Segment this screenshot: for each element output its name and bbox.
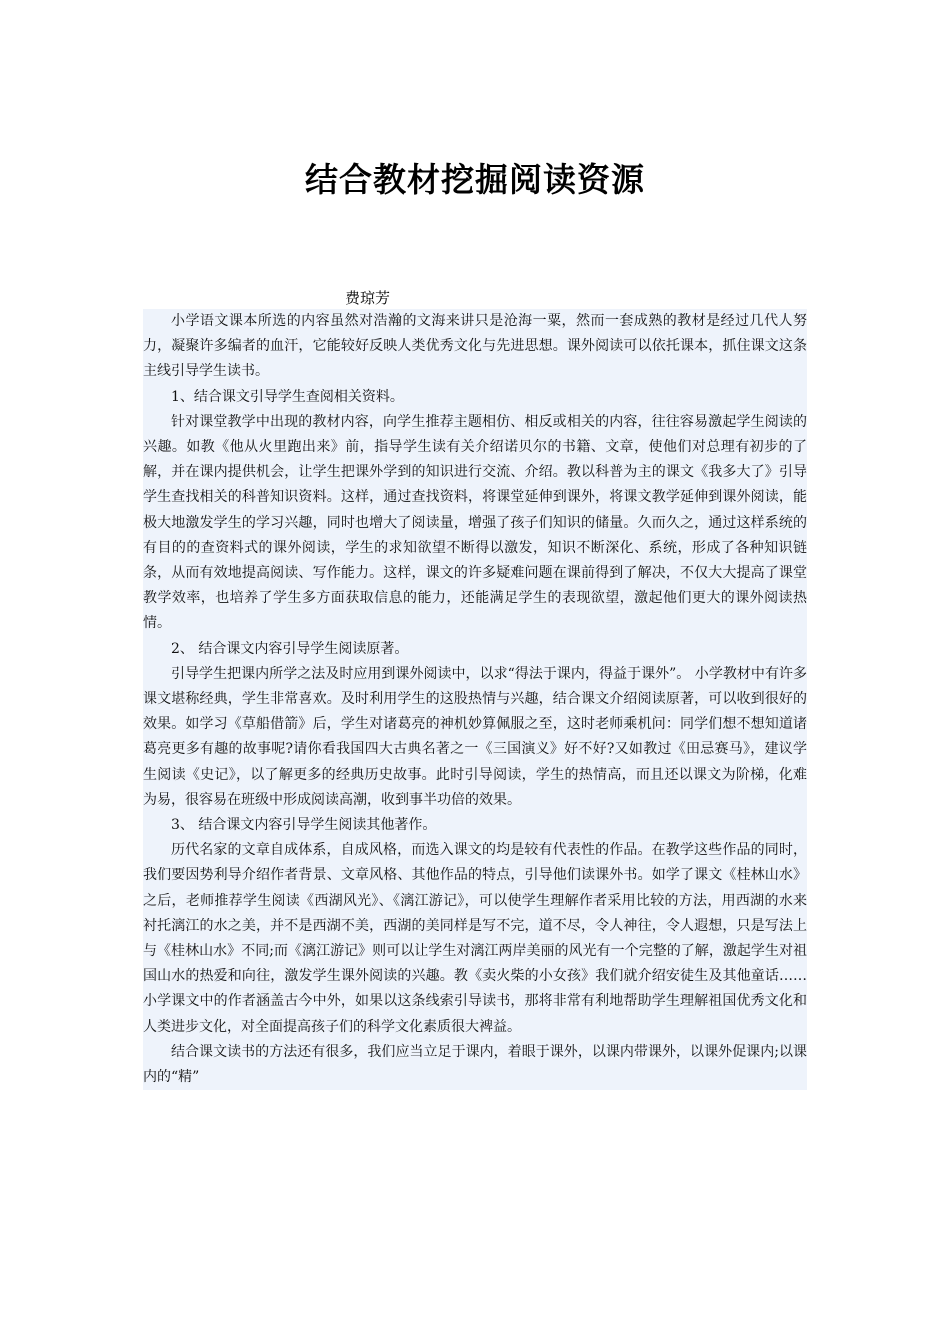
paragraph-section-3: 历代名家的文章自成体系，自成风格，而选入课文的均是较有代表性的作品。在教学这些作品的同时，我们要因势利导介绍作者背景、文章风格、其他作品的特点，引导他们读课外书。如学了课文《桂林山水》之后，老师推荐学生阅读《西湖风光》、《漓江游记》，可以使学生理解作者采用比较的方法，用西湖的水来衬托漓江的水之美，并不是西湖不美，西湖的美同样是写不完，道不尽，令人神往，令人遐想，只是写法上与《桂林山水》不同;而《漓江游记》则可以让学生对漓江两岸美丽的风光有一个完整的了解，激起学生对祖国山水的热爱和向往，激发学生课外阅读的兴趣。教《卖火柴的小女孩》我们就介绍安徒生及其他童话……小学课文中的作者涵盖古今中外，如果以这条线索引导读书，那将非常有利地帮助学生理解祖国优秀文化和人类进步文化，对全面提高孩子们的科学文化素质很大裨益。 [143, 842, 807, 1035]
section-heading-2: 2、 结合课文内容引导学生阅读原著。 [171, 640, 409, 657]
paragraph-conclusion: 结合课文读书的方法还有很多，我们应当立足于课内，着眼于课外，以课内带课外，以课外促课内;以课内的“精” [143, 1043, 807, 1086]
article-body [143, 309, 807, 1090]
paragraph-intro: 小学语文课本所选的内容虽然对浩瀚的文海来讲只是沧海一粟，然而一套成熟的教材是经过几代人努力，凝聚许多编者的血汗，它能较好反映人类优秀文化与先进思想。课外阅读可以依托课本，抓住课文这条主线引导学生读书。 [143, 313, 807, 380]
section-heading-1: 1、结合课文引导学生查阅相关资料。 [171, 388, 404, 405]
paragraph-section-1: 针对课堂教学中出现的教材内容，向学生推荐主题相仿、相反或相关的内容，往往容易激起学生阅读的兴趣。如教《他从火里跑出来》前，指导学生读有关介绍诺贝尔的书籍、文章，使他们对总理有初步的了解，并在课内提供机会，让学生把课外学到的知识进行交流、介绍。教以科普为主的课文《我多大了》引导学生查找相关的科普知识资料。这样，通过查找资料，将课堂延伸到课外，将课文教学延伸到课外阅读，能极大地激发学生的学习兴趣，同时也增大了阅读量，增强了孩子们知识的储量。久而久之，通过这样系统的有目的的查资料式的课外阅读，学生的求知欲望不断得以激发，知识不断深化、系统，形成了各种知识链条，从而有效地提高阅读、写作能力。这样，课文的许多疑难问题在课前得到了解决，不仅大大提高了课堂教学效率，也培养了学生多方面获取信息的能力，还能满足学生的表现欲望，激起他们更大的课外阅读热情。 [143, 413, 807, 632]
section-heading-3: 3、 结合课文内容引导学生阅读其他著作。 [171, 817, 437, 834]
paragraph-section-2: 引导学生把课内所学之法及时应用到课外阅读中，以求“得法于课内，得益于课外”。 小学教材中有许多课文堪称经典，学生非常喜欢。及时利用学生的这股热情与兴趣，结合课文介绍阅读原著，可以收到很好的效果。如学习《草船借箭》后，学生对诸葛亮的神机妙算佩服之至，这时老师乘机问：同学们想不想知道诸葛亮更多有趣的故事呢?请你看我国四大古典名著之一《三国演义》好不好?又如教过《田忌赛马》，建议学生阅读《史记》，以了解更多的经典历史故事。此时引导阅读，学生的热情高，而且还以课文为阶梯，化难为易，很容易在班级中形成阅读高潮，收到事半功倍的效果。 [143, 665, 807, 808]
document-title: 结合教材挖掘阅读资源 [305, 160, 645, 199]
author-name: 费琼芳 [345, 289, 391, 307]
